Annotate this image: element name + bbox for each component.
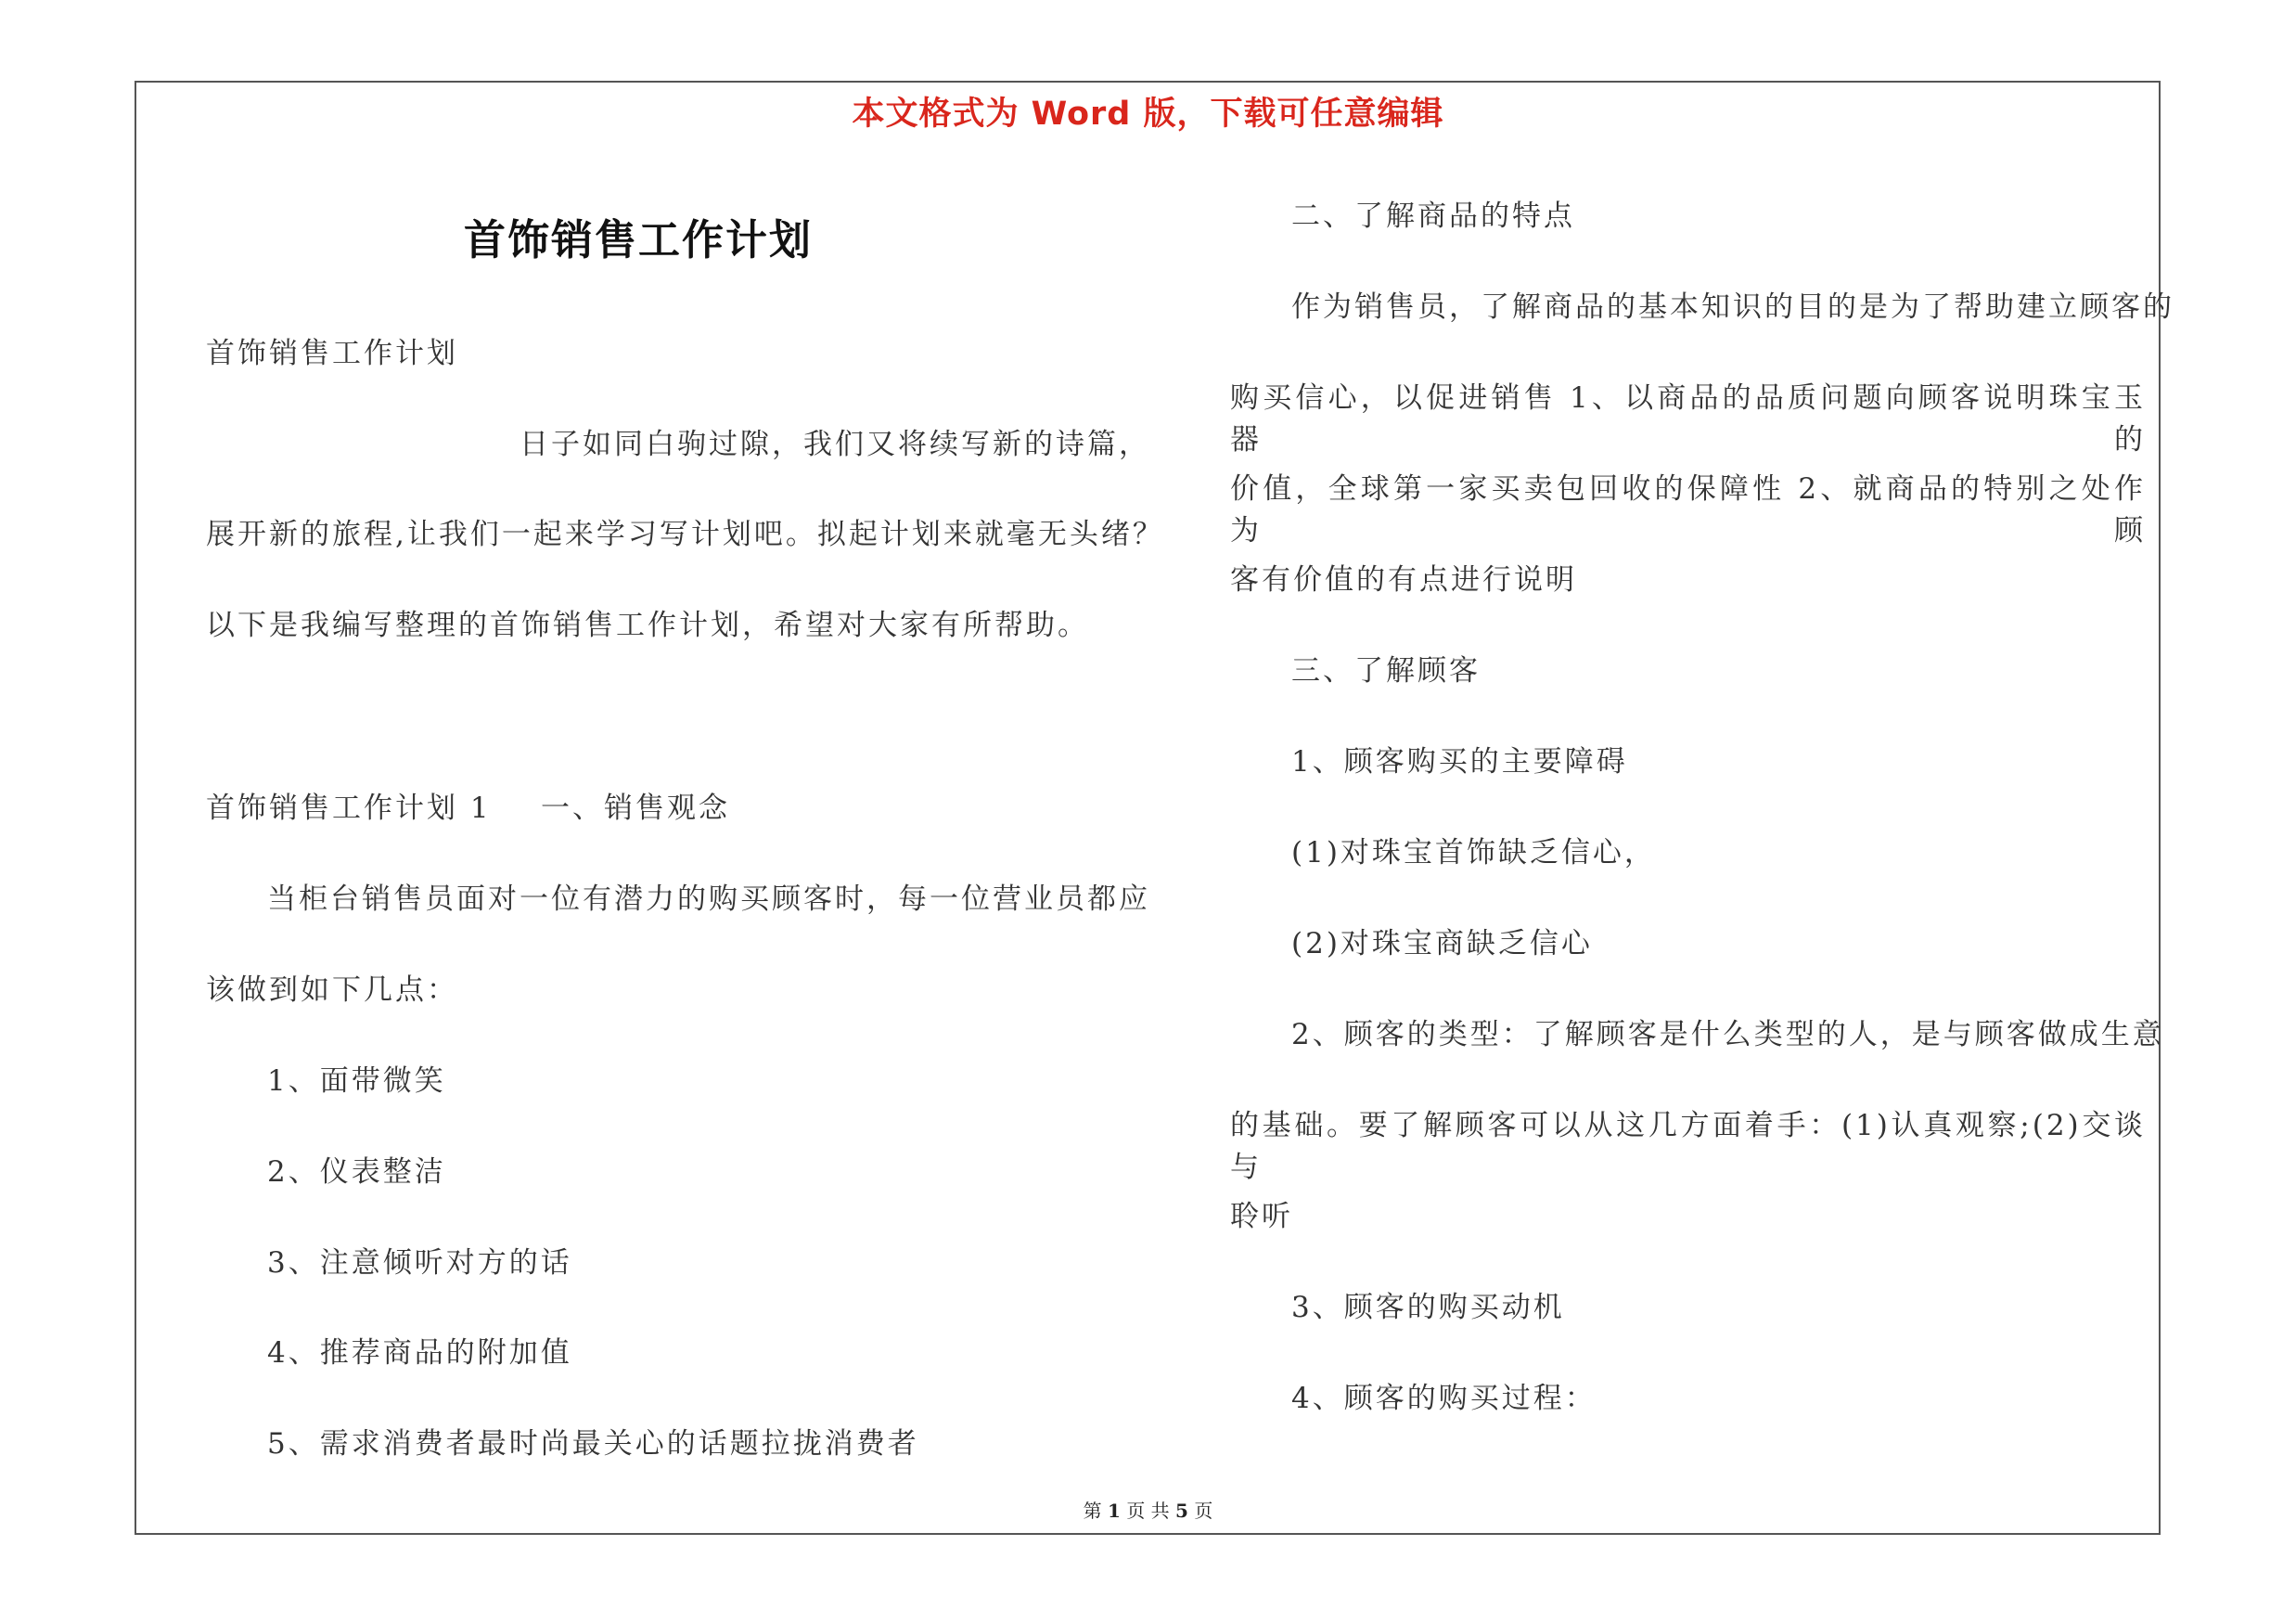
para1-line-2: 该做到如下几点：	[206, 973, 458, 1007]
sub1-item-2: (2)对珠宝商缺乏信心	[1291, 927, 1593, 960]
section-2-heading: 二、了解商品的特点	[1291, 200, 1575, 233]
para2-line-1: 作为销售员，了解商品的基本知识的目的是为了帮助建立顾客的	[1291, 290, 2174, 324]
list-item-2: 2、仪表整洁	[267, 1155, 446, 1189]
sub-heading-4: 4、顾客的购买过程：	[1291, 1382, 1597, 1415]
para2-line-3: 价值，全球第一家买卖包回收的保障性 2、就商品的特别之处作为顾	[1230, 472, 2146, 547]
intro-line-3: 以下是我编写整理的首饰销售工作计划，希望对大家有所帮助。	[206, 609, 1089, 642]
total-page-number: 5	[1175, 1500, 1188, 1522]
intro-line-2: 展开新的旅程,让我们一起来学习写计划吧。拟起计划来就毫无头绪？	[206, 518, 1164, 551]
document-title: 首饰销售工作计划	[464, 215, 814, 264]
list-item-3: 3、注意倾听对方的话	[267, 1246, 572, 1280]
plan-heading: 首饰销售工作计划 1	[206, 792, 492, 825]
para1-line-1: 当柜台销售员面对一位有潜力的购买顾客时，每一位营业员都应	[267, 882, 1150, 916]
section-1-heading: 一、销售观念	[541, 792, 730, 825]
current-page-number: 1	[1108, 1500, 1121, 1522]
subtitle: 首饰销售工作计划	[206, 337, 458, 370]
sub2-line-3: 聆听	[1230, 1200, 1293, 1233]
page-indicator-suffix: 页	[1194, 1500, 1213, 1522]
editable-notice-banner: 本文格式为 Word 版，下载可任意编辑	[852, 96, 1444, 133]
page-indicator-prefix: 第	[1083, 1500, 1102, 1522]
sub-heading-3: 3、顾客的购买动机	[1291, 1291, 1565, 1324]
para2-line-4: 客有价值的有点进行说明	[1230, 563, 1577, 597]
page-indicator-middle: 页 共	[1126, 1500, 1170, 1522]
sub1-item-1: (1)对珠宝首饰缺乏信心，	[1291, 836, 1656, 869]
para2-line-2: 购买信心，以促进销售 1、以商品的品质问题向顾客说明珠宝玉器的	[1230, 381, 2146, 457]
list-item-1: 1、面带微笑	[267, 1064, 446, 1098]
intro-line-1: 日子如同白驹过隙，我们又将续写新的诗篇，	[519, 428, 1150, 461]
section-3-heading: 三、了解顾客	[1291, 654, 1481, 688]
sub2-line-2: 的基础。要了解顾客可以从这几方面着手：(1)认真观察;(2)交谈与	[1230, 1109, 2146, 1184]
sub-heading-1: 1、顾客购买的主要障碍	[1291, 745, 1628, 779]
list-item-5: 5、需求消费者最时尚最关心的话题拉拢消费者	[267, 1427, 919, 1461]
page-indicator	[0, 1496, 2296, 1523]
sub2-line-1: 2、顾客的类型：了解顾客是什么类型的人，是与顾客做成生意	[1291, 1018, 2164, 1051]
list-item-4: 4、推荐商品的附加值	[267, 1336, 572, 1370]
